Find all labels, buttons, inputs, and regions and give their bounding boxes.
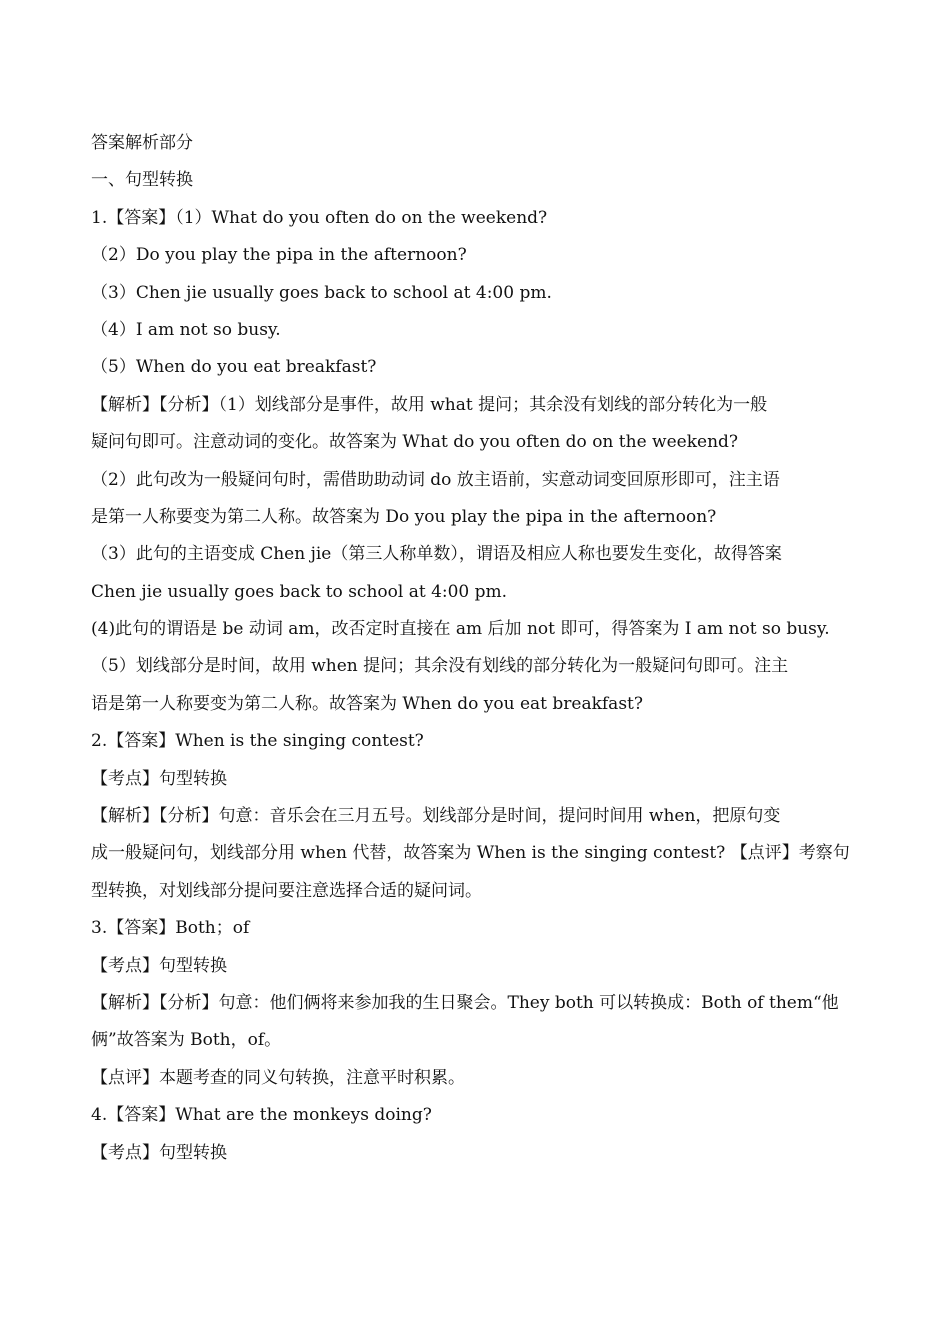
analysis-3-line: 俩”故答案为 Both，of。 [91,1030,282,1051]
analysis-1-line: 疑问句即可。注意动词的变化。故答案为 What do you often do on the weekend? [91,432,739,453]
comment-3-line: 【点评】本题考查的同义句转换，注意平时积累。 [91,1067,465,1088]
analysis-1-line: Chen jie usually goes back to school at 4:00 pm. [91,581,508,602]
topic-3-line: 【考点】句型转换 [91,955,227,976]
analysis-1-line: （2）此句改为一般疑问句时，需借助助动词 do 放主语前，实意动词变回原形即可，注主语 [91,469,780,490]
answer-1-item-3: （3）Chen jie usually goes back to school at 4:00 pm. [91,282,552,303]
analysis-1-line: 语是第一人称要变为第二人称。故答案为 When do you eat breakfast? [91,693,643,714]
answer-1-item-5: （5）When do you eat breakfast? [91,357,377,378]
analysis-1-line: 是第一人称要变为第二人称。故答案为 Do you play the pipa in the afternoon? [91,506,717,527]
analysis-1-line: （3）此句的主语变成 Chen jie（第三人称单数），谓语及相应人称也要发生变化，故得答案 [91,544,782,565]
analysis-3-line: 【解析】【分析】句意：他们俩将来参加我的生日聚会。They both 可以转换成：Both of them“他 [91,992,839,1013]
analysis-2-line: 型转换，对划线部分提问要注意选择合适的疑问词。 [91,880,482,901]
answer-1-line: 1.【答案】（1）What do you often do on the weekend? [91,207,548,228]
section-heading: 一、句型转换 [91,170,193,191]
analysis-1-line: (4)此句的谓语是 be 动词 am，改否定时直接在 am 后加 not 即可，得答案为 I am not so busy. [91,619,830,640]
analysis-1-line: （5）划线部分是时间，故用 when 提问；其余没有划线的部分转化为一般疑问句即可。注主 [91,656,789,677]
analysis-1-line: 【解析】【分析】（1）划线部分是事件，故用 what 提问；其余没有划线的部分转化为一般 [91,394,768,415]
analysis-2-line: 【解析】【分析】句意：音乐会在三月五号。划线部分是时间，提问时间用 when，把原句变 [91,806,781,827]
answer-3-line: 3.【答案】Both；of [91,918,250,939]
answer-1-item-4: （4）I am not so busy. [91,319,281,340]
answer-document [91,125,861,1172]
section-title: 答案解析部分 [91,133,193,153]
answer-2-line: 2.【答案】When is the singing contest? [91,731,424,752]
analysis-2-line: 成一般疑问句，划线部分用 when 代替，故答案为 When is the singing contest? 【点评】考察句 [91,843,850,864]
topic-2-line: 【考点】句型转换 [91,768,227,789]
answer-1-item-2: （2）Do you play the pipa in the afternoon? [91,245,467,266]
answer-4-line: 4.【答案】What are the monkeys doing? [91,1105,432,1126]
topic-4-line: 【考点】句型转换 [91,1142,227,1163]
